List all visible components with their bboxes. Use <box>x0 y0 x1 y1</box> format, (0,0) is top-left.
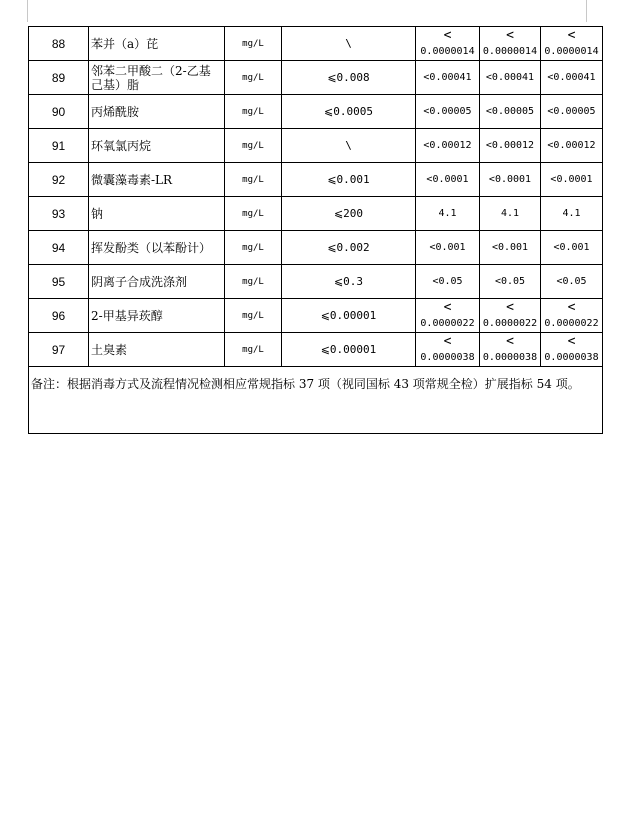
less-than-symbol: < <box>506 299 514 315</box>
result-cell-3: <0.00005 <box>541 95 603 129</box>
limit-cell: ⩽0.008 <box>282 61 416 95</box>
row-number: 88 <box>29 27 89 61</box>
indicator-name: 邻苯二甲酸二（2-乙基己基）脂 <box>89 61 225 95</box>
less-than-symbol: < <box>443 299 452 315</box>
table-body <box>29 27 603 367</box>
result-cell-2: <0.00012 <box>480 129 541 163</box>
indicator-name: 2-甲基异莰醇 <box>89 299 225 333</box>
result-cell-2: 4.1 <box>480 197 541 231</box>
row-number: 91 <box>29 129 89 163</box>
less-than-symbol: < <box>567 333 576 349</box>
result-cell-2: <0.001 <box>480 231 541 265</box>
row-number: 92 <box>29 163 89 197</box>
table-row <box>29 197 603 231</box>
result-cell-1: <0.00041 <box>416 61 480 95</box>
crop-mark-left <box>27 0 28 22</box>
result-cell-3: <0.0001 <box>541 163 603 197</box>
unit-cell: mg/L <box>225 197 282 231</box>
row-number: 89 <box>29 61 89 95</box>
row-number: 95 <box>29 265 89 299</box>
result-cell-3 <box>541 299 603 333</box>
result-cell-3: <0.001 <box>541 231 603 265</box>
row-number: 94 <box>29 231 89 265</box>
table-row <box>29 61 603 95</box>
table-row <box>29 299 603 333</box>
row-number: 97 <box>29 333 89 367</box>
table-row <box>29 95 603 129</box>
row-number: 93 <box>29 197 89 231</box>
table-row <box>29 265 603 299</box>
indicator-name: 阴离子合成洗涤剂 <box>89 265 225 299</box>
unit-cell: mg/L <box>225 299 282 333</box>
result-cell-3 <box>541 333 603 367</box>
result-value: 0.0000038 <box>482 351 538 363</box>
note-text: 备注：根据消毒方式及流程情况检测相应常规指标 37 项（视同国标 43 项常规全检）扩展指标 54 项。 <box>29 367 603 434</box>
unit-cell: mg/L <box>225 95 282 129</box>
result-cell-2: <0.00005 <box>480 95 541 129</box>
result-cell-1 <box>416 333 480 367</box>
unit-cell: mg/L <box>225 231 282 265</box>
result-value: 0.0000038 <box>420 351 475 363</box>
indicator-name: 丙烯酰胺 <box>89 95 225 129</box>
unit-cell: mg/L <box>225 129 282 163</box>
result-cell-1 <box>416 27 480 61</box>
limit-cell: ⩽200 <box>282 197 416 231</box>
table-row <box>29 27 603 61</box>
less-than-symbol: < <box>506 27 514 43</box>
result-value: 0.0000022 <box>482 317 538 329</box>
less-than-symbol: < <box>506 333 514 349</box>
result-value: 0.0000014 <box>544 45 599 57</box>
table-row <box>29 163 603 197</box>
result-value: 0.0000014 <box>482 45 538 57</box>
result-cell-3: 4.1 <box>541 197 603 231</box>
less-than-symbol: < <box>567 27 576 43</box>
result-cell-3: <0.00041 <box>541 61 603 95</box>
unit-cell: mg/L <box>225 163 282 197</box>
table-row <box>29 231 603 265</box>
limit-cell: ⩽0.3 <box>282 265 416 299</box>
limit-cell: \ <box>282 27 416 61</box>
note-row <box>29 367 603 434</box>
indicator-name: 土臭素 <box>89 333 225 367</box>
result-cell-1: <0.05 <box>416 265 480 299</box>
less-than-symbol: < <box>443 27 452 43</box>
result-cell-1: <0.0001 <box>416 163 480 197</box>
table-row <box>29 129 603 163</box>
result-cell-3: <0.00012 <box>541 129 603 163</box>
row-number: 96 <box>29 299 89 333</box>
result-value: 0.0000022 <box>420 317 475 329</box>
row-number: 90 <box>29 95 89 129</box>
indicator-name: 环氧氯丙烷 <box>89 129 225 163</box>
result-cell-2: <0.0001 <box>480 163 541 197</box>
indicator-name: 挥发酚类（以苯酚计） <box>89 231 225 265</box>
unit-cell: mg/L <box>225 27 282 61</box>
limit-cell: ⩽0.00001 <box>282 333 416 367</box>
limit-cell: ⩽0.0005 <box>282 95 416 129</box>
result-cell-2: <0.05 <box>480 265 541 299</box>
result-cell-1: <0.001 <box>416 231 480 265</box>
result-value: 0.0000014 <box>420 45 475 57</box>
unit-cell: mg/L <box>225 265 282 299</box>
result-cell-1: <0.00012 <box>416 129 480 163</box>
indicator-name: 苯并（a）芘 <box>89 27 225 61</box>
result-cell-2: <0.00041 <box>480 61 541 95</box>
result-cell-1 <box>416 299 480 333</box>
result-cell-3 <box>541 27 603 61</box>
unit-cell: mg/L <box>225 61 282 95</box>
limit-cell: ⩽0.002 <box>282 231 416 265</box>
limit-cell: \ <box>282 129 416 163</box>
limit-cell: ⩽0.001 <box>282 163 416 197</box>
table-row <box>29 333 603 367</box>
result-cell-1: 4.1 <box>416 197 480 231</box>
unit-cell: mg/L <box>225 333 282 367</box>
water-quality-table <box>28 26 603 434</box>
less-than-symbol: < <box>567 299 576 315</box>
result-cell-3: <0.05 <box>541 265 603 299</box>
result-cell-2 <box>480 333 541 367</box>
limit-cell: ⩽0.00001 <box>282 299 416 333</box>
crop-mark-right <box>586 0 587 22</box>
indicator-name: 微囊藻毒素-LR <box>89 163 225 197</box>
result-cell-1: <0.00005 <box>416 95 480 129</box>
indicator-name: 钠 <box>89 197 225 231</box>
result-value: 0.0000038 <box>544 351 599 363</box>
less-than-symbol: < <box>443 333 452 349</box>
result-cell-2 <box>480 27 541 61</box>
result-value: 0.0000022 <box>544 317 599 329</box>
result-cell-2 <box>480 299 541 333</box>
